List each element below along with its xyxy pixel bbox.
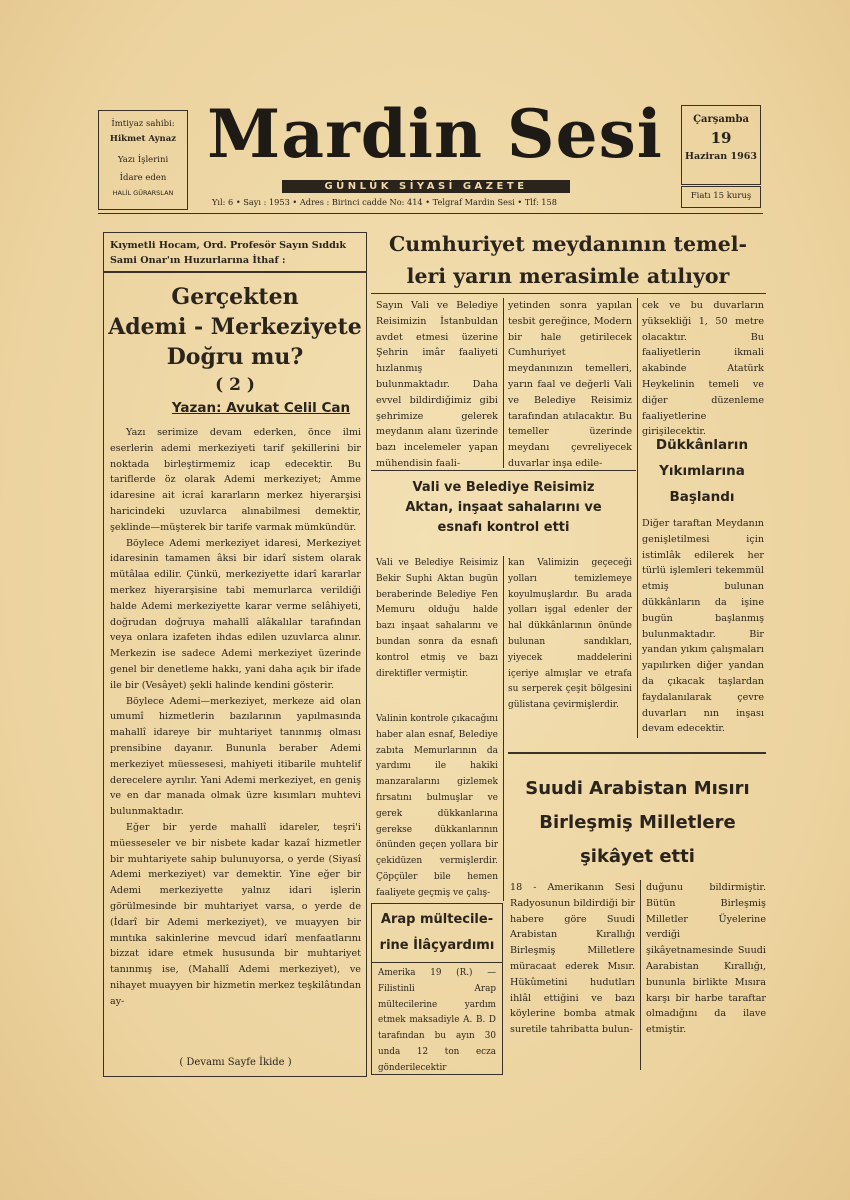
publisher-line: Yazı İşlerini [117, 155, 169, 165]
date-box [681, 105, 761, 185]
part-number: ( 2 ) [215, 375, 255, 395]
paragraph: Eğer bir yerde mahallî idareler, teşri'i müesseseler ve bir nisbete kadar kazaî hizmetler bir muhtariyete sahip bulunuyorsa, o yerde (Siyasî Ademi merkeziyet) var demektir. Yine eğer bir Ademi merkeziyette yalnız idari işlerin görülmesinde bir muhtariyet varsa, o yerde de (İdarî bir Ademi merkeziyet), ve muayyen bir mıntıka sakinlerine mevcud idarî menfaatlarını bizzat idare etmek hususunda bir muhtariyet tanınmış ise, (Mahallî Ademi merkeziyet), ve nihayet muayyen bir hizmetin merkez teşkilâtından ay- [110, 821, 361, 1007]
masthead-subtitle: GÜNLÜK SİYASİ GAZETE [282, 180, 570, 193]
title-line: Gerçekten [171, 284, 299, 310]
column-divider [503, 298, 504, 468]
headline-line: Birleşmiş Milletlere [539, 812, 736, 833]
top-col-3: cek ve bu duvarların yüksekliği 1, 50 metre olacaktır. Bu faaliyetlerin ikmali akabinde Atatürk Heykelinin temeli ve diğer düzenleme faaliyetlerine girişilecektir. [642, 300, 764, 438]
headline-line: Başlandı [669, 489, 735, 505]
price: Fiatı 15 kuruş [690, 191, 752, 201]
dukkan-headline [640, 432, 764, 510]
top-headline [368, 228, 768, 292]
arab-headline-rule [371, 962, 503, 963]
section-rule [371, 470, 636, 471]
date-day: Çarşamba [693, 114, 749, 125]
arab-body: Amerika 19 (R.) — Filistinli Arap mültecilerine yardım etmek maksadiyle A. B. D tarafından bu ayın 30 unda 12 ton ecza gönderilecektir [378, 968, 496, 1073]
headline-line: Yıkımlarına [659, 463, 745, 479]
headline-line: Arap mültecile- [380, 912, 494, 927]
suudi-col-2: duğunu bildirmiştir. Bütün Birleşmiş Milletler Üyelerine verdiği şikâyetnamesinde Suudi Aarabistan Kırallığı, bununla birlikte Mısıra karşı bir harbe taraftar olmadığını da ilave etmiştir. [646, 882, 766, 1036]
publisher-line: Hikmet Aynaz [109, 134, 177, 144]
suudi-col-1: 18 - Amerikanın Sesi Radyosunun bildirdiği bir habere göre Suudi Arabistan Kırallığı Birleşmiş Milletlere müracaat ederek Mısır. Hükûmetini hudutları ihlâl ettiğini ve bazı köylerine bomba atmak suretile tahribatta bulun- [510, 882, 635, 1036]
paragraph: Yazı serimize devam ederken, önce ilmi eserlerin ademi merkeziyeti tarif şekillerini bir noktada birleştirmemiz icap edecektir. Bu tariflerde öz olarak Ademi merkeziyet; Amme idaresine ait icraî kararların merkez hiyerarşisi haricindeki uzuvlarca alınabilmesi demektir, şeklinde—müşterek bir tarife varmak mümkündür. [110, 427, 361, 533]
title-line: Doğru mu? [166, 344, 304, 370]
left-article-title [104, 282, 366, 372]
publisher-info [99, 117, 187, 201]
top-col-2: yetinden sonra yapılan tesbit gereğince, Modern bir hale getirilecek Cumhuriyet meydanınızın temelleri, yarın faal ve değerli Vali ve Belediye Reisimiz tarafından atılacaktır. Bu temeller üzerinde meydanı çevreliyecek duvarlar inşa edile- [508, 300, 632, 469]
publisher-line: HALİL GÜRARSLAN [112, 189, 174, 197]
date-block [682, 114, 760, 162]
date-month: Haziran 1963 [685, 151, 757, 162]
vali-col-2: kan Valimizin geçeceği yolları temizlemeye koyulmuşlardır. Bu arada yolları işgal edenler der hal dükkânlarının önünde bulunan sandıkları, yiyecek maddelerini içeriye almışlar ve etrafa su serperek çeşit bölgesini gülistana çevirmişlerdir. [508, 558, 632, 711]
vali-col-1b: Valinin kontrole çıkacağını haber alan esnaf, Belediye zabıta Memurlarının da yardımı ile hakiki manzaralarını gizlemek fırsatını bulmuşlar ve gerek dükkanlarına gerekse dükkanlarının önünden geçen yollara bir çekidüzen vermişlerdir. Çöpçüler bile hemen faaliyete geçmiş ve çalış- [376, 714, 498, 898]
price-box [681, 186, 761, 208]
headline-line: leri yarın merasimle atılıyor [406, 264, 730, 288]
publisher-line: İmtiyaz sahibi: [111, 119, 175, 129]
headline-line: Dükkânların [655, 437, 749, 453]
publisher-box [98, 110, 188, 210]
publisher-line: İdare eden [119, 173, 167, 183]
arab-headline [372, 907, 502, 959]
author-line: Yazan: Avukat Celil Can [171, 400, 351, 416]
masthead-title: Mardin Sesi [207, 95, 663, 173]
column-divider [503, 556, 504, 901]
vali-headline [371, 478, 636, 538]
section-rule [508, 752, 766, 754]
dedication: Kıymetli Hocam, Ord. Profesör Sayın Sıddık Sami Onar'ın Huzurlarına İthaf : [110, 240, 347, 266]
headline-line: rine İlâçyardımı [379, 938, 495, 953]
left-article-body [110, 425, 361, 1009]
column-divider [640, 880, 641, 1070]
title-line: Ademi - Merkeziyete [108, 314, 362, 340]
headline-line: Suudi Arabistan Mısırı [525, 778, 750, 799]
headline-line: Vali ve Belediye Reisimiz [412, 480, 595, 495]
vali-col-1a: Vali ve Belediye Reisimiz Bekir Suphi Aktan bugün beraberinde Belediye Fen Memuru olduğu halde bazı inşaat sahalarını ve bundan sonra da esnafı kontrol etmiş ve bazı direktifler vermiştir. [376, 558, 498, 679]
top-col-1: Sayın Vali ve Belediye Reisimizin İstanbuldan avdet etmesi üzerine Şehrin imâr faaliyeti hızlanmış bulunmaktadır. Daha evvel bildirdiğimiz gibi şehrimize gelerek meydanın alanı üzerinde bazı incelemeler yapan mühendisin faali- [376, 300, 498, 469]
headline-line: Cumhuriyet meydanının temel- [388, 232, 748, 256]
suudi-headline [505, 772, 770, 874]
paragraph: Böylece Ademi merkeziyet idaresi, Merkeziyet idaresinin tamamen âksi bir idarî sistem olarak mütâlaa edilir. Çünkü, merkeziyette idarî kararlar merkez hiyerarşisine tabi memurlarca verildiği halde Ademi merkeziyette karar verme selâhiyeti, doğrudan doğruya mahallî alâkalılar tarafından veya onlara izafeten ihdas edilen uzuvlarca alınır. Merkezin ise sadece Ademi merkeziyet üzerinde genel bir denetleme hakkı, yani daha açık bir ifade ile bir (Vesâyet) şekli halinde kendini gösterir. [110, 537, 361, 691]
dukkan-body: Diğer taraftan Meydanın genişletilmesi için istimlâk edilerek her türlü işlemleri tekemmül etmiş bulunan dükkânların da işine bugün başlanmış bulunmaktadır. Bir yandan yıkım çalışmaları yapılırken diğer yandan da çıkacak taşlardan faydalanılarak çevre duvarları nın inşası devam edecektir. [642, 518, 764, 735]
date-number: 19 [710, 129, 732, 147]
masthead-rule [98, 213, 763, 214]
headline-line: Aktan, inşaat sahalarını ve [405, 500, 602, 515]
headline-line: esnafı kontrol etti [437, 520, 570, 535]
dedication-rule [103, 271, 367, 273]
masthead-info-line: Yıl: 6 • Sayı : 1953 • Adres : Birinci cadde No: 414 • Telgraf Mardin Sesi • Tlf: 158 [212, 197, 557, 207]
paragraph: Böylece Ademi—merkeziyet, merkeze aid olan umumî hizmetlerin bazılarının yapılmasında mahallî idareye bir muhtariyet tanınmış olması prensibine dayanır. Bununla beraber Ademi merkeziyet müessesesi, mahiyeti itibarile muhtelif derecelere ayrılır. Yani Ademi merkeziyet, en geniş ve en dar manada olmak üzre kısımları muhtevi bulunmaktadır. [110, 695, 361, 818]
column-divider [637, 298, 638, 738]
top-headline-rule [371, 293, 766, 294]
headline-line: şikâyet etti [580, 846, 695, 867]
continued-note: ( Devamı Sayfe İkide ) [179, 1057, 292, 1068]
